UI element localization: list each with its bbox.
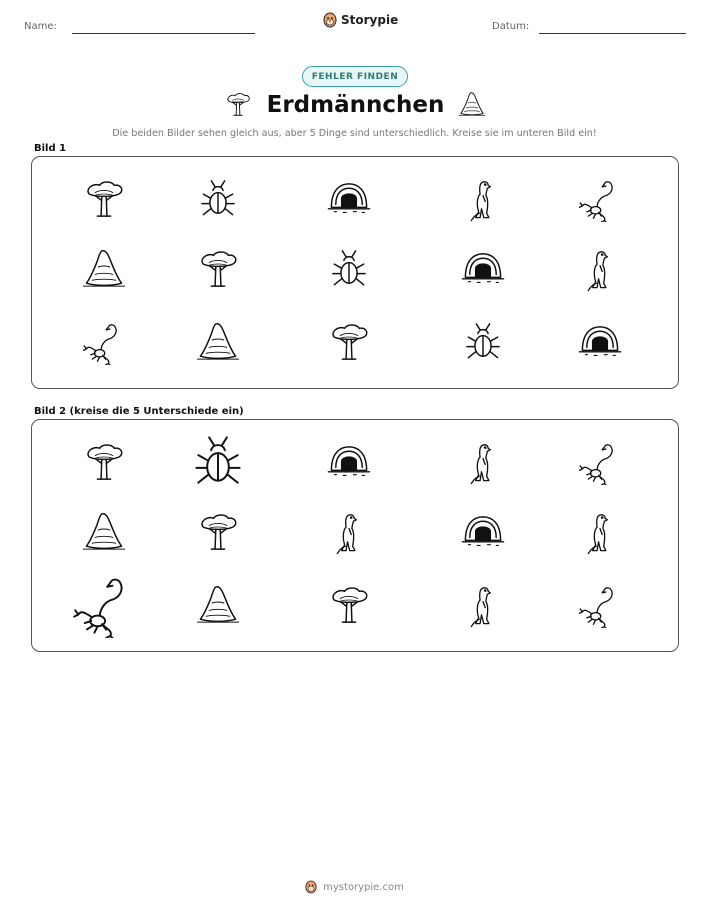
picture2-label: Bild 2 (kreise die 5 Unterschiede ein) — [34, 406, 244, 417]
burrow-icon[interactable] — [327, 441, 371, 485]
page-title: Erdmännchen — [266, 92, 445, 118]
termite-mound-icon[interactable] — [196, 584, 240, 628]
footer-url: mystorypie.com — [323, 881, 404, 893]
activity-badge: FEHLER FINDEN — [302, 66, 408, 87]
picture2-panel[interactable] — [31, 419, 679, 652]
tree-icon[interactable] — [327, 584, 371, 628]
tree-icon[interactable] — [196, 511, 240, 555]
meerkat-icon — [461, 178, 505, 222]
burrow-icon — [461, 248, 505, 292]
beetle-icon — [196, 178, 240, 222]
beetle-icon[interactable] — [189, 434, 248, 493]
picture1-panel — [31, 156, 679, 389]
brand-name: Storypie — [341, 13, 399, 27]
termite-mound-icon — [458, 90, 486, 120]
footer — [0, 880, 709, 894]
tree-icon[interactable] — [82, 441, 126, 485]
burrow-icon — [327, 178, 371, 222]
scorpion-icon[interactable] — [72, 574, 136, 638]
date-label: Datum: — [492, 21, 530, 32]
scorpion-icon[interactable] — [578, 441, 622, 485]
scorpion-icon — [82, 321, 126, 365]
storypie-mascot-icon — [305, 880, 317, 894]
brand-logo — [323, 12, 398, 28]
meerkat-icon[interactable] — [327, 511, 371, 555]
meerkat-icon — [578, 248, 622, 292]
tree-icon — [196, 248, 240, 292]
termite-mound-icon[interactable] — [82, 511, 126, 555]
picture1-label: Bild 1 — [34, 143, 67, 154]
beetle-icon — [461, 321, 505, 365]
name-label: Name: — [24, 21, 57, 32]
date-field[interactable] — [539, 33, 686, 34]
scorpion-icon[interactable] — [578, 584, 622, 628]
meerkat-icon[interactable] — [461, 441, 505, 485]
termite-mound-icon — [196, 321, 240, 365]
burrow-icon — [578, 321, 622, 365]
tree-icon — [327, 321, 371, 365]
meerkat-icon[interactable] — [461, 584, 505, 628]
name-field[interactable] — [72, 33, 255, 34]
beetle-icon — [327, 248, 371, 292]
termite-mound-icon — [82, 248, 126, 292]
burrow-icon[interactable] — [461, 511, 505, 555]
scorpion-icon — [578, 178, 622, 222]
tree-icon — [82, 178, 126, 222]
tree-icon — [223, 91, 253, 119]
instructions: Die beiden Bilder sehen gleich aus, aber 5 Dinge sind unterschiedlich. Kreise sie im unteren Bild ein! — [112, 128, 597, 139]
meerkat-icon[interactable] — [578, 511, 622, 555]
storypie-mascot-icon — [323, 12, 337, 28]
